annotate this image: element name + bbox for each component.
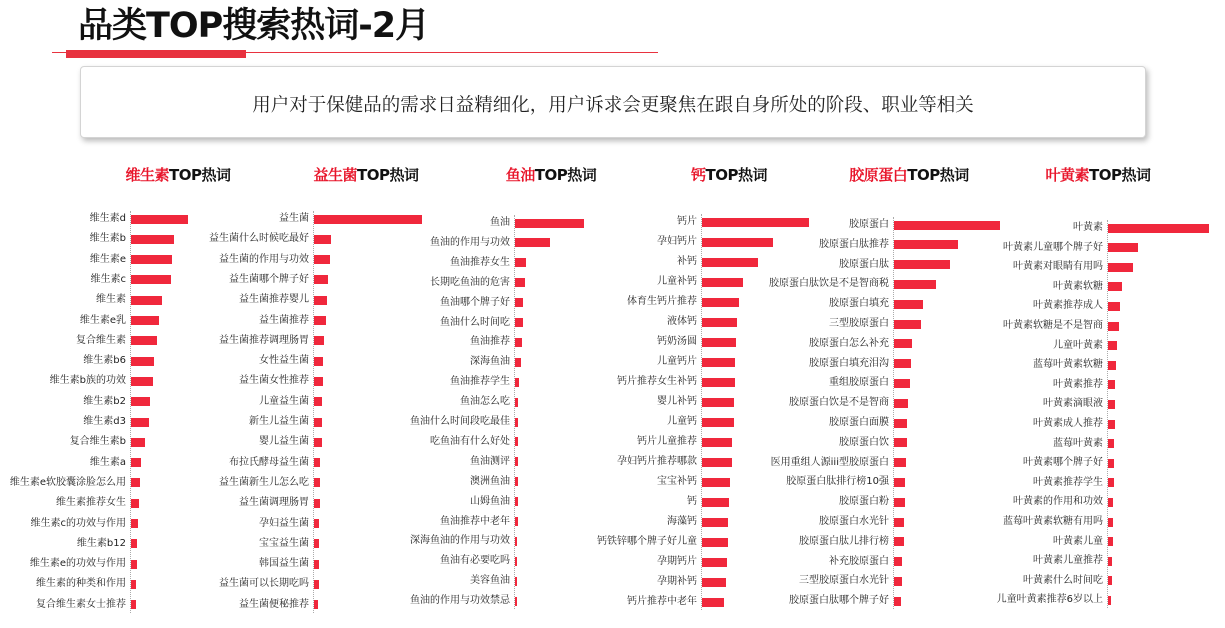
chart-axis-5 (893, 217, 895, 609)
keyword-label: 鱼油推荐中老年 (440, 515, 510, 527)
keyword-bar (131, 336, 157, 345)
chart-title-suffix: TOP热词 (534, 166, 597, 184)
keyword-bar (314, 418, 322, 427)
chart-title-highlight: 胶原蛋白 (849, 166, 908, 184)
keyword-label: 山姆鱼油 (470, 495, 510, 507)
keyword-label: 新生儿益生菌 (249, 416, 309, 427)
chart-title-suffix: TOP热词 (705, 166, 767, 184)
keyword-label: 胶原蛋白怎么补充 (809, 337, 889, 349)
keyword-bar (1108, 518, 1113, 527)
keyword-label: 益生菌可以长期吃吗 (219, 578, 309, 590)
keyword-bar (894, 537, 904, 546)
keyword-bar (894, 577, 902, 586)
keyword-bar (314, 235, 331, 244)
keyword-bar (894, 379, 910, 388)
keyword-bar (1108, 243, 1138, 252)
keyword-label: 胶原蛋白肽哪个牌子好 (789, 595, 889, 607)
keyword-bar (1108, 557, 1112, 566)
keyword-label: 三型胶原蛋白水光针 (799, 575, 889, 587)
keyword-bar (515, 238, 550, 247)
keyword-bar (702, 538, 728, 547)
keyword-label: 叶黄素的作用和功效 (1013, 496, 1103, 508)
keyword-bar (515, 318, 523, 327)
keyword-label: 维生素b (89, 233, 126, 245)
chart-axis-6 (1107, 220, 1109, 608)
keyword-label: 叶黄素哪个牌子好 (1023, 457, 1103, 469)
keyword-label: 叶黄素对眼睛有用吗 (1013, 261, 1103, 273)
keyword-bar (894, 359, 911, 368)
keyword-bar (702, 298, 739, 307)
keyword-bar (515, 477, 518, 486)
keyword-label: 鱼油有必要吃吗 (440, 555, 510, 567)
keyword-bar (1108, 537, 1113, 546)
keyword-label: 鱼油的作用与功效 (430, 236, 510, 248)
keyword-label: 鱼油测评 (470, 455, 510, 467)
keyword-label: 益生菌调理肠胃 (239, 497, 309, 509)
chart-title-suffix: TOP热词 (1089, 166, 1151, 184)
keyword-bar (1108, 400, 1115, 409)
keyword-label: 钙 (687, 496, 697, 507)
keyword-label: 复合维生素b (69, 436, 126, 448)
chart-title-3 (506, 164, 597, 185)
keyword-label: 儿童叶黄素 (1053, 339, 1103, 351)
keyword-label: 胶原蛋白肽饮是不是智商税 (769, 278, 889, 290)
keyword-bar (314, 458, 320, 467)
keyword-bar (515, 378, 519, 387)
keyword-label: 孕妇钙片推荐哪款 (617, 456, 697, 467)
keyword-bar (131, 580, 136, 589)
keyword-bar (702, 598, 724, 607)
keyword-bar (894, 419, 907, 428)
keyword-bar (702, 478, 730, 487)
keyword-bar (515, 278, 525, 287)
keyword-label: 孕妇益生菌 (259, 517, 309, 529)
keyword-label: 海藻钙 (667, 516, 697, 527)
keyword-bar (314, 539, 319, 548)
keyword-label: 宝宝益生菌 (259, 537, 309, 549)
keyword-label: 叶黄素推荐 (1053, 378, 1103, 390)
keyword-label: 补钙 (677, 256, 697, 267)
chart-title-highlight: 维生素 (125, 166, 170, 184)
keyword-bar (702, 238, 773, 247)
keyword-bar (515, 298, 523, 307)
keyword-bar (131, 478, 140, 487)
keyword-bar (515, 219, 584, 228)
keyword-bar (314, 336, 324, 345)
keyword-label: 复合维生素 (76, 334, 126, 346)
keyword-bar (702, 398, 734, 407)
chart-title-suffix: TOP热词 (169, 166, 231, 184)
keyword-label: 重组胶原蛋白 (829, 377, 889, 389)
keyword-bar (894, 300, 923, 309)
keyword-bar (131, 316, 159, 325)
chart-title-suffix: TOP热词 (907, 166, 969, 184)
keyword-label: 三型胶原蛋白 (829, 318, 889, 329)
keyword-bar (314, 478, 320, 487)
keyword-bar (1108, 420, 1115, 429)
keyword-bar (702, 338, 736, 347)
chart-axis-4 (701, 214, 703, 610)
keyword-bar (894, 240, 958, 249)
chart-title-2 (314, 164, 419, 185)
keyword-label: 维生素d (89, 213, 126, 224)
keyword-label: 鱼油的作用与功效禁忌 (410, 595, 510, 607)
keyword-bar (1108, 459, 1114, 468)
keyword-bar (894, 260, 950, 269)
keyword-bar (515, 398, 518, 407)
keyword-label: 叶黄素什么时间吃 (1023, 574, 1103, 586)
keyword-bar (894, 458, 906, 467)
keyword-bar (131, 255, 172, 264)
keyword-bar (894, 280, 936, 289)
keyword-label: 益生菌哪个牌子好 (229, 273, 309, 285)
chart-title-highlight: 叶黄素 (1045, 166, 1090, 184)
keyword-bar (894, 478, 905, 487)
keyword-bar (702, 458, 732, 467)
keyword-bar (314, 296, 327, 305)
insight-text: 用户对于保健品的需求日益精细化，用户诉求会更聚焦在跟自身所处的阶段、职业等相关 (252, 95, 974, 116)
keyword-bar (515, 537, 517, 546)
keyword-bar (314, 255, 330, 264)
keyword-label: 医用重组人源iii型胶原蛋白 (770, 456, 889, 468)
keyword-label: 维生素a (89, 456, 126, 468)
keyword-bar (314, 560, 319, 569)
keyword-bar (131, 539, 137, 548)
keyword-label: 叶黄素儿童哪个牌子好 (1003, 241, 1103, 253)
keyword-label: 维生素c的功效与作用 (30, 517, 126, 529)
keyword-label: 鱼油怎么吃 (460, 396, 510, 408)
keyword-bar (894, 557, 902, 566)
keyword-label: 婴儿益生菌 (259, 436, 309, 448)
keyword-bar (314, 499, 320, 508)
keyword-label: 维生素e乳 (79, 314, 126, 326)
keyword-bar (702, 278, 743, 287)
keyword-bar (515, 457, 518, 466)
keyword-bar (894, 320, 921, 329)
chart-title-suffix: TOP热词 (357, 166, 419, 184)
page-title: 品类TOP搜索热词-2月 (78, 6, 430, 46)
keyword-label: 叶黄素儿童推荐 (1033, 555, 1103, 567)
keyword-label: 叶黄素 (1073, 222, 1103, 233)
keyword-label: 鱼油 (490, 217, 510, 228)
keyword-label: 复合维生素女士推荐 (36, 598, 126, 610)
keyword-bar (314, 519, 319, 528)
keyword-bar (1108, 478, 1114, 487)
keyword-bar (894, 221, 1000, 230)
keyword-bar (131, 499, 139, 508)
keyword-bar (314, 580, 319, 589)
keyword-label: 澳洲鱼油 (470, 475, 510, 487)
keyword-label: 孕期补钙 (657, 576, 697, 587)
keyword-bar (515, 497, 518, 506)
keyword-label: 维生素e (89, 253, 126, 265)
keyword-label: 胶原蛋白肽 (839, 258, 889, 270)
chart-title-6 (1046, 164, 1151, 185)
keyword-label: 深海鱼油的作用与功效 (410, 535, 510, 547)
keyword-label: 钙奶汤圆 (657, 336, 697, 347)
keyword-label: 叶黄素滴眼液 (1043, 398, 1103, 410)
keyword-bar (1108, 596, 1111, 605)
keyword-bar (314, 357, 323, 366)
keyword-bar (131, 600, 136, 609)
keyword-bar (1108, 361, 1116, 370)
keyword-label: 益生菌 (279, 213, 309, 224)
keyword-bar (702, 378, 735, 387)
keyword-label: 叶黄素软糖 (1053, 280, 1103, 292)
keyword-label: 鱼油什么时间吃 (440, 316, 510, 328)
keyword-label: 吃鱼油有什么好处 (430, 435, 510, 447)
keyword-bar (702, 358, 735, 367)
keyword-bar (894, 597, 901, 606)
keyword-label: 补充胶原蛋白 (829, 555, 889, 567)
insight-banner (80, 66, 1146, 138)
chart-title-highlight: 鱼油 (505, 166, 535, 184)
keyword-label: 叶黄素推荐学生 (1033, 476, 1103, 488)
keyword-bar (1108, 263, 1133, 272)
keyword-label: 维生素推荐女生 (56, 497, 126, 509)
keyword-bar (702, 518, 728, 527)
keyword-label: 维生素b族的功效 (49, 375, 126, 387)
keyword-label: 胶原蛋白填充泪沟 (809, 357, 889, 369)
keyword-label: 胶原蛋白饮是不是智商 (789, 397, 889, 409)
keyword-label: 儿童钙 (667, 416, 697, 427)
keyword-label: 儿童补钙 (657, 276, 697, 287)
keyword-label: 胶原蛋白肽推荐 (819, 238, 889, 250)
title-accent-bar (66, 50, 246, 58)
keyword-label: 蓝莓叶黄素软糖 (1033, 359, 1103, 371)
keyword-bar (1108, 302, 1120, 311)
keyword-label: 鱼油什么时间段吃最佳 (410, 416, 510, 427)
keyword-bar (1108, 498, 1113, 507)
keyword-bar (515, 597, 517, 606)
keyword-label: 维生素b12 (76, 537, 126, 549)
keyword-bar (702, 418, 734, 427)
keyword-bar (131, 275, 171, 284)
keyword-label: 维生素b2 (83, 395, 126, 407)
keyword-label: 体育生钙片推荐 (627, 296, 697, 307)
keyword-label: 孕期钙片 (657, 556, 697, 567)
keyword-bar (1108, 322, 1119, 331)
keyword-label: 美容鱼油 (470, 575, 510, 587)
keyword-label: 胶原蛋白 (849, 219, 889, 230)
keyword-label: 钙片推荐女生补钙 (617, 376, 697, 387)
keyword-label: 益生菌什么时候吃最好 (209, 233, 309, 245)
keyword-bar (131, 215, 188, 224)
keyword-label: 儿童益生菌 (259, 395, 309, 407)
chart-axis-2 (313, 211, 315, 613)
keyword-bar (314, 215, 422, 224)
keyword-label: 维生素e软胶囊涂脸怎么用 (9, 476, 126, 488)
keyword-label: 维生素的种类和作用 (36, 578, 126, 590)
keyword-label: 维生素d3 (83, 416, 126, 427)
keyword-label: 胶原蛋白填充 (829, 298, 889, 310)
keyword-bar (314, 397, 322, 406)
keyword-label: 钙铁锌哪个牌子好儿童 (597, 536, 697, 547)
keyword-label: 蓝莓叶黄素软糖有用吗 (1003, 516, 1103, 527)
keyword-label: 叶黄素软糖是不是智商 (1003, 320, 1103, 331)
keyword-bar (702, 318, 737, 327)
keyword-label: 胶原蛋白水光针 (819, 516, 889, 527)
keyword-label: 鱼油推荐学生 (450, 376, 510, 388)
chart-title-4 (691, 164, 767, 185)
keyword-label: 益生菌推荐调理肠胃 (219, 334, 309, 346)
keyword-label: 维生素c (90, 273, 126, 285)
keyword-bar (1108, 224, 1209, 233)
keyword-bar (1108, 576, 1112, 585)
keyword-label: 女性益生菌 (259, 355, 309, 367)
keyword-label: 益生菌新生儿怎么吃 (219, 476, 309, 488)
keyword-bar (515, 517, 518, 526)
keyword-label: 叶黄素成人推荐 (1033, 418, 1103, 429)
keyword-bar (702, 558, 727, 567)
keyword-label: 宝宝补钙 (657, 476, 697, 487)
keyword-bar (702, 218, 809, 227)
keyword-label: 胶原蛋白面膜 (829, 417, 889, 428)
keyword-label: 维生素b6 (83, 355, 126, 367)
keyword-bar (131, 397, 150, 406)
keyword-label: 益生菌的作用与功效 (219, 253, 309, 265)
chart-axis-3 (514, 215, 516, 609)
keyword-bar (702, 578, 726, 587)
keyword-bar (1108, 282, 1122, 291)
keyword-bar (131, 560, 137, 569)
keyword-label: 胶原蛋白饮 (839, 436, 889, 448)
keyword-label: 胶原蛋白肽儿排行榜 (799, 535, 889, 547)
keyword-bar (314, 316, 326, 325)
keyword-bar (131, 418, 149, 427)
keyword-bar (515, 557, 517, 566)
keyword-bar (894, 518, 904, 527)
keyword-label: 婴儿补钙 (657, 396, 697, 407)
keyword-label: 鱼油哪个牌子好 (440, 296, 510, 308)
keyword-label: 长期吃鱼油的危害 (430, 276, 510, 288)
keyword-label: 儿童钙片 (657, 356, 697, 367)
keyword-bar (702, 498, 729, 507)
keyword-bar (894, 339, 912, 348)
keyword-bar (1108, 439, 1114, 448)
keyword-bar (131, 458, 141, 467)
chart-title-5 (849, 164, 969, 185)
chart-title-1 (126, 164, 231, 185)
keyword-bar (1108, 341, 1117, 350)
keyword-bar (131, 235, 174, 244)
chart-axis-1 (130, 211, 132, 613)
keyword-bar (131, 438, 145, 447)
keyword-bar (131, 377, 153, 386)
keyword-bar (702, 438, 732, 447)
keyword-bar (131, 296, 162, 305)
chart-title-highlight: 益生菌 (313, 166, 358, 184)
keyword-label: 钙片推荐中老年 (627, 596, 697, 607)
keyword-bar (515, 577, 517, 586)
keyword-bar (314, 275, 328, 284)
keyword-bar (894, 498, 905, 507)
keyword-bar (702, 258, 758, 267)
keyword-label: 钙片 (677, 216, 697, 227)
chart-title-highlight: 钙 (691, 166, 706, 184)
keyword-label: 益生菌女性推荐 (239, 375, 309, 387)
keyword-label: 钙片儿童推荐 (637, 436, 697, 447)
keyword-label: 布拉氏酵母益生菌 (229, 456, 309, 468)
keyword-bar (131, 357, 154, 366)
keyword-bar (515, 418, 518, 427)
keyword-label: 液体钙 (667, 316, 697, 327)
keyword-bar (894, 399, 908, 408)
keyword-bar (1108, 380, 1115, 389)
keyword-label: 鱼油推荐 (470, 336, 510, 348)
keyword-bar (515, 437, 518, 446)
keyword-bar (314, 438, 322, 447)
keyword-label: 深海鱼油 (470, 356, 510, 368)
keyword-label: 益生菌推荐 (259, 314, 309, 326)
keyword-label: 维生素e的功效与作用 (29, 558, 126, 570)
keyword-bar (314, 600, 318, 609)
keyword-bar (131, 519, 138, 528)
keyword-label: 孕妇钙片 (657, 236, 697, 247)
keyword-label: 儿童叶黄素推荐6岁以上 (996, 594, 1103, 606)
keyword-label: 益生菌推荐婴儿 (239, 294, 309, 306)
keyword-bar (894, 438, 907, 447)
keyword-label: 胶原蛋白肽排行榜10强 (786, 476, 889, 488)
keyword-label: 叶黄素推荐成人 (1033, 300, 1103, 312)
keyword-label: 益生菌便秘推荐 (239, 598, 309, 610)
keyword-bar (515, 258, 526, 267)
keyword-label: 鱼油推荐女生 (450, 256, 510, 268)
keyword-label: 蓝莓叶黄素 (1053, 437, 1103, 449)
keyword-label: 胶原蛋白粉 (839, 496, 889, 508)
keyword-bar (515, 358, 521, 367)
keyword-bar (515, 338, 522, 347)
keyword-bar (314, 377, 323, 386)
keyword-label: 叶黄素儿童 (1053, 535, 1103, 547)
keyword-label: 韩国益生菌 (259, 558, 309, 570)
keyword-label: 维生素 (96, 294, 126, 306)
